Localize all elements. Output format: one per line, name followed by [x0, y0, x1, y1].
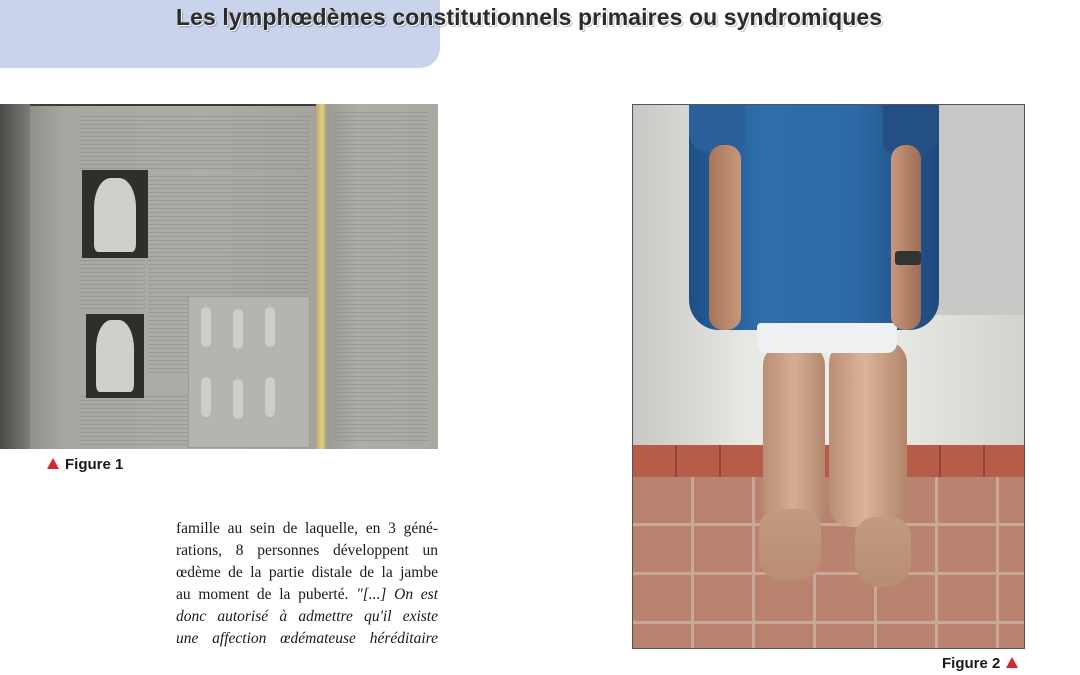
text-line: [176, 606, 438, 628]
triangle-marker-icon: [1006, 657, 1018, 668]
wristwatch: [895, 251, 921, 265]
figure-2-caption-text: Figure 2: [942, 655, 1001, 672]
right-leg: [829, 341, 907, 527]
figure-1-caption: [47, 456, 123, 473]
quote-fragment: "[...] On est: [356, 586, 438, 603]
body-text: [176, 518, 438, 650]
text-line: [176, 584, 438, 606]
legs-image: [94, 178, 136, 252]
text-fragment: au moment de la puberté.: [176, 586, 349, 603]
figure-plate-top: [82, 170, 148, 258]
quote-fragment: donc autorisé à admettre qu'il existe: [176, 608, 438, 625]
text-line: œdème de la partie distale de la jambe: [176, 564, 438, 581]
left-leg: [763, 345, 825, 525]
figure-1-photo: [0, 104, 438, 449]
right-foot: [855, 517, 911, 587]
legs-image: [96, 320, 134, 392]
anatomy-diagram: [188, 296, 310, 448]
triangle-marker-icon: [47, 458, 59, 469]
left-arm: [709, 145, 741, 330]
figure-2-caption: [942, 655, 1018, 672]
text-block: [80, 116, 310, 171]
figure-2-photo: [632, 104, 1025, 649]
book-right-page: [326, 104, 438, 449]
text-line: famille au sein de laquelle, en 3 géné-: [176, 520, 438, 537]
text-block: [80, 256, 145, 311]
left-foot: [759, 509, 821, 581]
quote-fragment: une affection œdémateuse héréditaire: [176, 630, 438, 647]
text-line: rations, 8 personnes développent un: [176, 542, 438, 559]
right-arm: [891, 145, 921, 330]
book-left-page: [30, 106, 320, 449]
text-line: [176, 628, 438, 650]
white-shorts: [757, 323, 897, 353]
text-block: [334, 112, 429, 442]
figure-1-caption-text: Figure 1: [65, 456, 124, 473]
book-edge: [0, 104, 30, 449]
page-title: Les lymphœdèmes constitutionnels primaires ou syndromiques: [176, 4, 883, 30]
figure-plate-bottom: [86, 314, 144, 398]
